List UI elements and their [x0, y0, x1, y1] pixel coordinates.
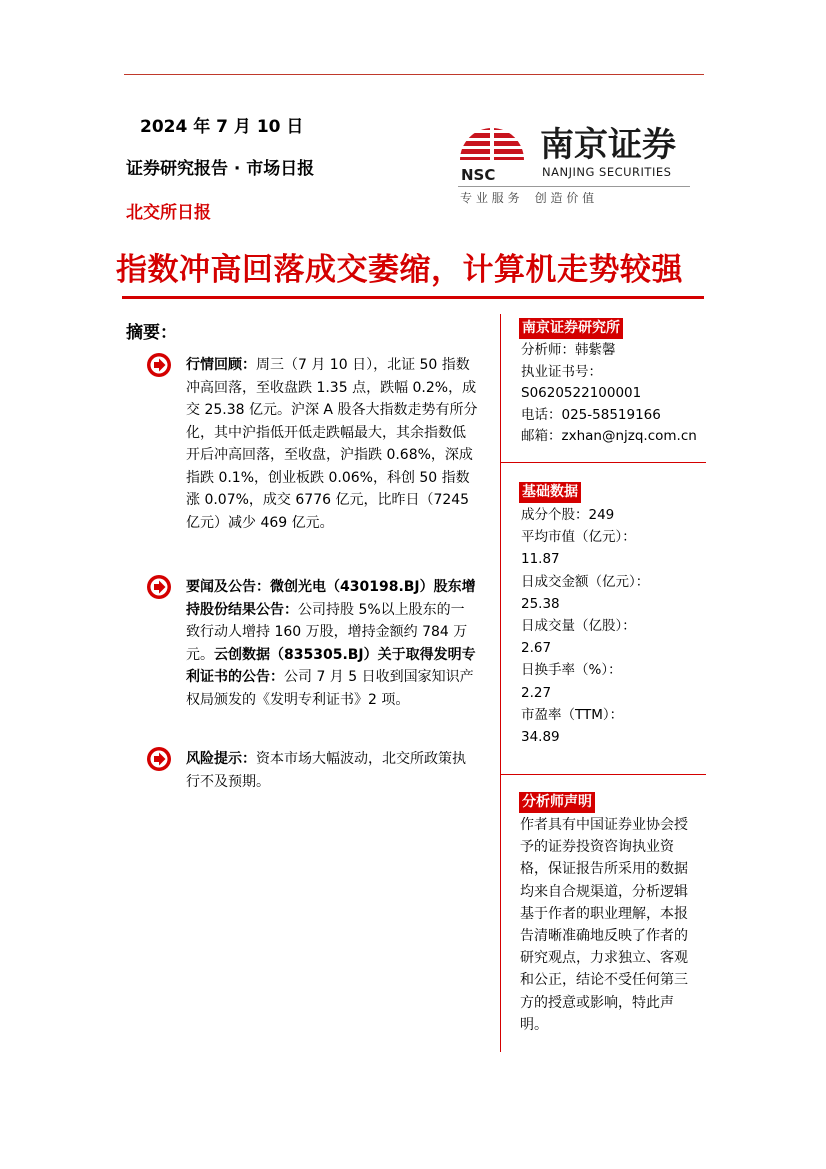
pe-ttm-label: 市盈率（TTM）：	[521, 706, 624, 723]
item-lead: 要闻及公告：微创光电（430198.BJ）股东增持股份结果公告：	[186, 579, 476, 618]
logo-abbr: NSC	[461, 166, 496, 184]
institute-tag: 南京证券研究所	[519, 318, 623, 339]
analyst-name: 分析师：韩紫馨	[521, 342, 616, 358]
item-lead: 行情回顾：	[186, 357, 256, 373]
logo-cn-name: 南京证券	[540, 125, 676, 165]
institute-info	[521, 340, 697, 448]
arrow-right-circle-icon	[146, 352, 172, 378]
report-column: 北交所日报	[126, 203, 211, 223]
headline: 指数冲高回落成交萎缩，计算机走势较强	[116, 252, 683, 288]
item-text-2: 公司 7 月 5 日收到国家知识产权局颁发的《发明专利证书》2 项。	[186, 669, 474, 708]
headline-rule	[122, 296, 704, 299]
abstract-title: 摘要：	[126, 323, 177, 343]
section-rule	[500, 462, 706, 463]
nsc-logo-emblem	[458, 116, 694, 208]
report-date: 2024 年 7 月 10 日	[140, 117, 304, 137]
daily-volume-label: 日成交量（亿股）：	[521, 618, 636, 635]
arrow-right-circle-icon	[146, 574, 172, 600]
logo-en-name: NANJING SECURITIES	[542, 165, 672, 179]
daily-volume-value: 2.67	[521, 640, 552, 657]
phone: 电话：025-58519166	[521, 406, 661, 423]
turnover-rate-value: 2.27	[521, 684, 552, 701]
item-text: 资本市场大幅波动，北交所政策执行不及预期。	[186, 751, 466, 790]
basic-data-list	[521, 504, 649, 748]
item-text: 公司持股 5%以上股东的一致行动人增持 160 万股，增持金额约 784 万元。	[186, 601, 468, 663]
item-text: 周三（7 月 10 日），北证 50 指数冲高回落，至收盘跌 1.35 点，跌幅 0.2%，成交 25.38 亿元。沪深 A 股各大指数走势有所分化，其中沪指低开低走跌幅最大，其余指数低开后冲高回落，至收盘，沪指跌 0.68%，深成指跌 0.1%，创业板跌 0.06%，科创 50 指数涨 0.07%，成交 6776 亿元，比昨日（7245 亿元）减少 469 亿元。	[186, 357, 478, 531]
sidebar-divider	[500, 314, 501, 1052]
basic-data-tag: 基础数据	[519, 482, 581, 503]
daily-turnover-label: 日成交金额（亿元）：	[521, 573, 650, 590]
abstract-item-risk	[186, 748, 478, 793]
turnover-rate-label: 日换手率（%）：	[521, 662, 622, 679]
report-series: 证券研究报告 · 市场日报	[126, 159, 315, 179]
declaration-tag: 分析师声明	[519, 792, 595, 813]
daily-turnover-value: 25.38	[521, 595, 560, 612]
arrow-right-circle-icon	[146, 746, 172, 772]
email: 邮箱：zxhan@njzq.com.cn	[521, 428, 697, 444]
abstract-item-news	[186, 576, 478, 711]
avg-market-cap-label: 平均市值（亿元）：	[521, 529, 636, 546]
item-lead-2: 云创数据（835305.BJ）关于取得发明专利证书的公告：	[186, 646, 476, 685]
nsc-logo	[458, 116, 694, 208]
abstract-item-market-review	[186, 354, 478, 534]
top-rule	[124, 74, 704, 75]
avg-market-cap-value: 11.87	[521, 551, 560, 568]
declaration-text: 作者具有中国证券业协会授予的证券投资咨询执业资格，保证报告所采用的数据均来自合规渠道，分析逻辑基于作者的职业理解，本报告清晰准确地反映了作者的研究观点，力求独立、客观和公正，结论不受任何第三方的授意或影响，特此声明。	[520, 817, 688, 1033]
section-rule	[500, 774, 706, 775]
license-label: 执业证书号：	[521, 363, 602, 380]
item-lead: 风险提示：	[186, 751, 256, 767]
logo-slogan: 专 业 服 务 创 造 价 值	[460, 191, 595, 205]
license-number: S0620522100001	[521, 385, 642, 401]
constituents: 成分个股：249	[521, 507, 615, 523]
pe-ttm-value: 34.89	[521, 729, 560, 746]
